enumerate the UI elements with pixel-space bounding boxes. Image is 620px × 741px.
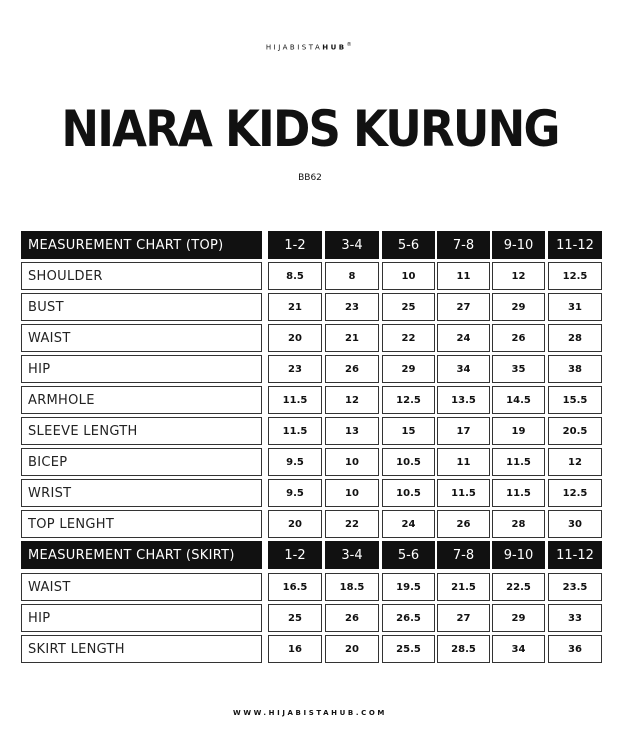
measurement-value: 10 (325, 479, 379, 507)
measurement-value: 34 (437, 355, 490, 383)
table-row (21, 386, 603, 414)
measurement-value: 12.5 (382, 386, 435, 414)
measurement-value: 14.5 (492, 386, 545, 414)
footer-website: WWW.HIJABISTAHUB.COM (233, 709, 387, 717)
table-row (21, 448, 603, 476)
measurement-value: 34 (492, 635, 545, 663)
brand-mark: ® (346, 42, 355, 48)
measurement-value: 11.5 (492, 448, 545, 476)
size-header: 1-2 (268, 541, 322, 569)
measurement-label: SKIRT LENGTH (21, 635, 262, 663)
size-header: 9-10 (492, 541, 545, 569)
measurement-value: 24 (437, 324, 490, 352)
measurement-value: 11.5 (268, 386, 322, 414)
measurement-value: 28.5 (437, 635, 490, 663)
top-table-header (21, 231, 603, 259)
measurement-value: 21.5 (437, 573, 490, 601)
size-header: 7-8 (437, 541, 490, 569)
measurement-value: 28 (492, 510, 545, 538)
measurement-value: 9.5 (268, 479, 322, 507)
measurement-label: WAIST (21, 324, 262, 352)
skirt-table-title: MEASUREMENT CHART (SKIRT) (21, 541, 262, 569)
measurement-value: 21 (325, 324, 379, 352)
measurement-value: 9.5 (268, 448, 322, 476)
measurement-value: 38 (548, 355, 602, 383)
measurement-value: 24 (382, 510, 435, 538)
measurement-label: WAIST (21, 573, 262, 601)
measurement-value: 10 (325, 448, 379, 476)
top-measurement-table (21, 231, 603, 541)
size-header: 3-4 (325, 541, 379, 569)
measurement-value: 20 (268, 510, 322, 538)
measurement-value: 28 (548, 324, 602, 352)
measurement-value: 33 (548, 604, 602, 632)
size-header: 11-12 (548, 541, 602, 569)
measurement-value: 19.5 (382, 573, 435, 601)
measurement-value: 12.5 (548, 479, 602, 507)
measurement-value: 12 (548, 448, 602, 476)
measurement-value: 16.5 (268, 573, 322, 601)
page-title: NIARA KIDS KURUNG (61, 100, 559, 158)
measurement-value: 29 (382, 355, 435, 383)
measurement-value: 13 (325, 417, 379, 445)
table-row (21, 604, 603, 632)
size-header: 3-4 (325, 231, 379, 259)
measurement-value: 26 (437, 510, 490, 538)
measurement-value: 20 (325, 635, 379, 663)
measurement-value: 15.5 (548, 386, 602, 414)
measurement-value: 29 (492, 293, 545, 321)
size-header: 1-2 (268, 231, 322, 259)
table-row (21, 417, 603, 445)
table-row (21, 635, 603, 663)
measurement-value: 12 (492, 262, 545, 290)
size-header: 5-6 (382, 541, 435, 569)
measurement-value: 19 (492, 417, 545, 445)
size-header: 7-8 (437, 231, 490, 259)
measurement-value: 23 (325, 293, 379, 321)
measurement-value: 11.5 (437, 479, 490, 507)
measurement-value: 31 (548, 293, 602, 321)
size-header: 5-6 (382, 231, 435, 259)
measurement-value: 10.5 (382, 479, 435, 507)
measurement-value: 8.5 (268, 262, 322, 290)
measurement-value: 29 (492, 604, 545, 632)
table-row (21, 324, 603, 352)
measurement-value: 16 (268, 635, 322, 663)
measurement-value: 15 (382, 417, 435, 445)
table-row (21, 510, 603, 538)
measurement-value: 8 (325, 262, 379, 290)
measurement-label: SLEEVE LENGTH (21, 417, 262, 445)
measurement-value: 25.5 (382, 635, 435, 663)
measurement-value: 17 (437, 417, 490, 445)
measurement-value: 30 (548, 510, 602, 538)
measurement-value: 23.5 (548, 573, 602, 601)
measurement-value: 25 (268, 604, 322, 632)
measurement-value: 11.5 (492, 479, 545, 507)
size-header: 9-10 (492, 231, 545, 259)
skirt-measurement-table (21, 541, 603, 666)
measurement-value: 11 (437, 448, 490, 476)
measurement-value: 36 (548, 635, 602, 663)
table-row (21, 479, 603, 507)
brand-bold: HUB (322, 43, 347, 52)
table-row (21, 355, 603, 383)
table-row (21, 573, 603, 601)
measurement-value: 20.5 (548, 417, 602, 445)
measurement-value: 22 (382, 324, 435, 352)
measurement-value: 20 (268, 324, 322, 352)
measurement-value: 13.5 (437, 386, 490, 414)
measurement-label: TOP LENGHT (21, 510, 262, 538)
measurement-value: 11 (437, 262, 490, 290)
top-table-title: MEASUREMENT CHART (TOP) (21, 231, 262, 259)
measurement-value: 22 (325, 510, 379, 538)
measurement-label: ARMHOLE (21, 386, 262, 414)
table-row (21, 293, 603, 321)
brand-logo (0, 42, 620, 51)
measurement-label: HIP (21, 355, 262, 383)
measurement-value: 11.5 (268, 417, 322, 445)
measurement-label: SHOULDER (21, 262, 262, 290)
measurement-value: 26 (492, 324, 545, 352)
product-code: BB62 (298, 173, 322, 183)
measurement-value: 21 (268, 293, 322, 321)
measurement-value: 26 (325, 604, 379, 632)
measurement-value: 22.5 (492, 573, 545, 601)
measurement-value: 25 (382, 293, 435, 321)
measurement-label: BUST (21, 293, 262, 321)
measurement-label: WRIST (21, 479, 262, 507)
measurement-label: HIP (21, 604, 262, 632)
measurement-value: 10.5 (382, 448, 435, 476)
measurement-value: 26 (325, 355, 379, 383)
skirt-table-header (21, 541, 603, 569)
measurement-value: 35 (492, 355, 545, 383)
measurement-value: 18.5 (325, 573, 379, 601)
measurement-value: 12.5 (548, 262, 602, 290)
table-row (21, 262, 603, 290)
measurement-value: 27 (437, 293, 490, 321)
measurement-value: 10 (382, 262, 435, 290)
size-header: 11-12 (548, 231, 602, 259)
measurement-value: 27 (437, 604, 490, 632)
measurement-label: BICEP (21, 448, 262, 476)
brand-light: HIJABISTA (265, 43, 323, 52)
measurement-value: 23 (268, 355, 322, 383)
measurement-value: 12 (325, 386, 379, 414)
measurement-value: 26.5 (382, 604, 435, 632)
